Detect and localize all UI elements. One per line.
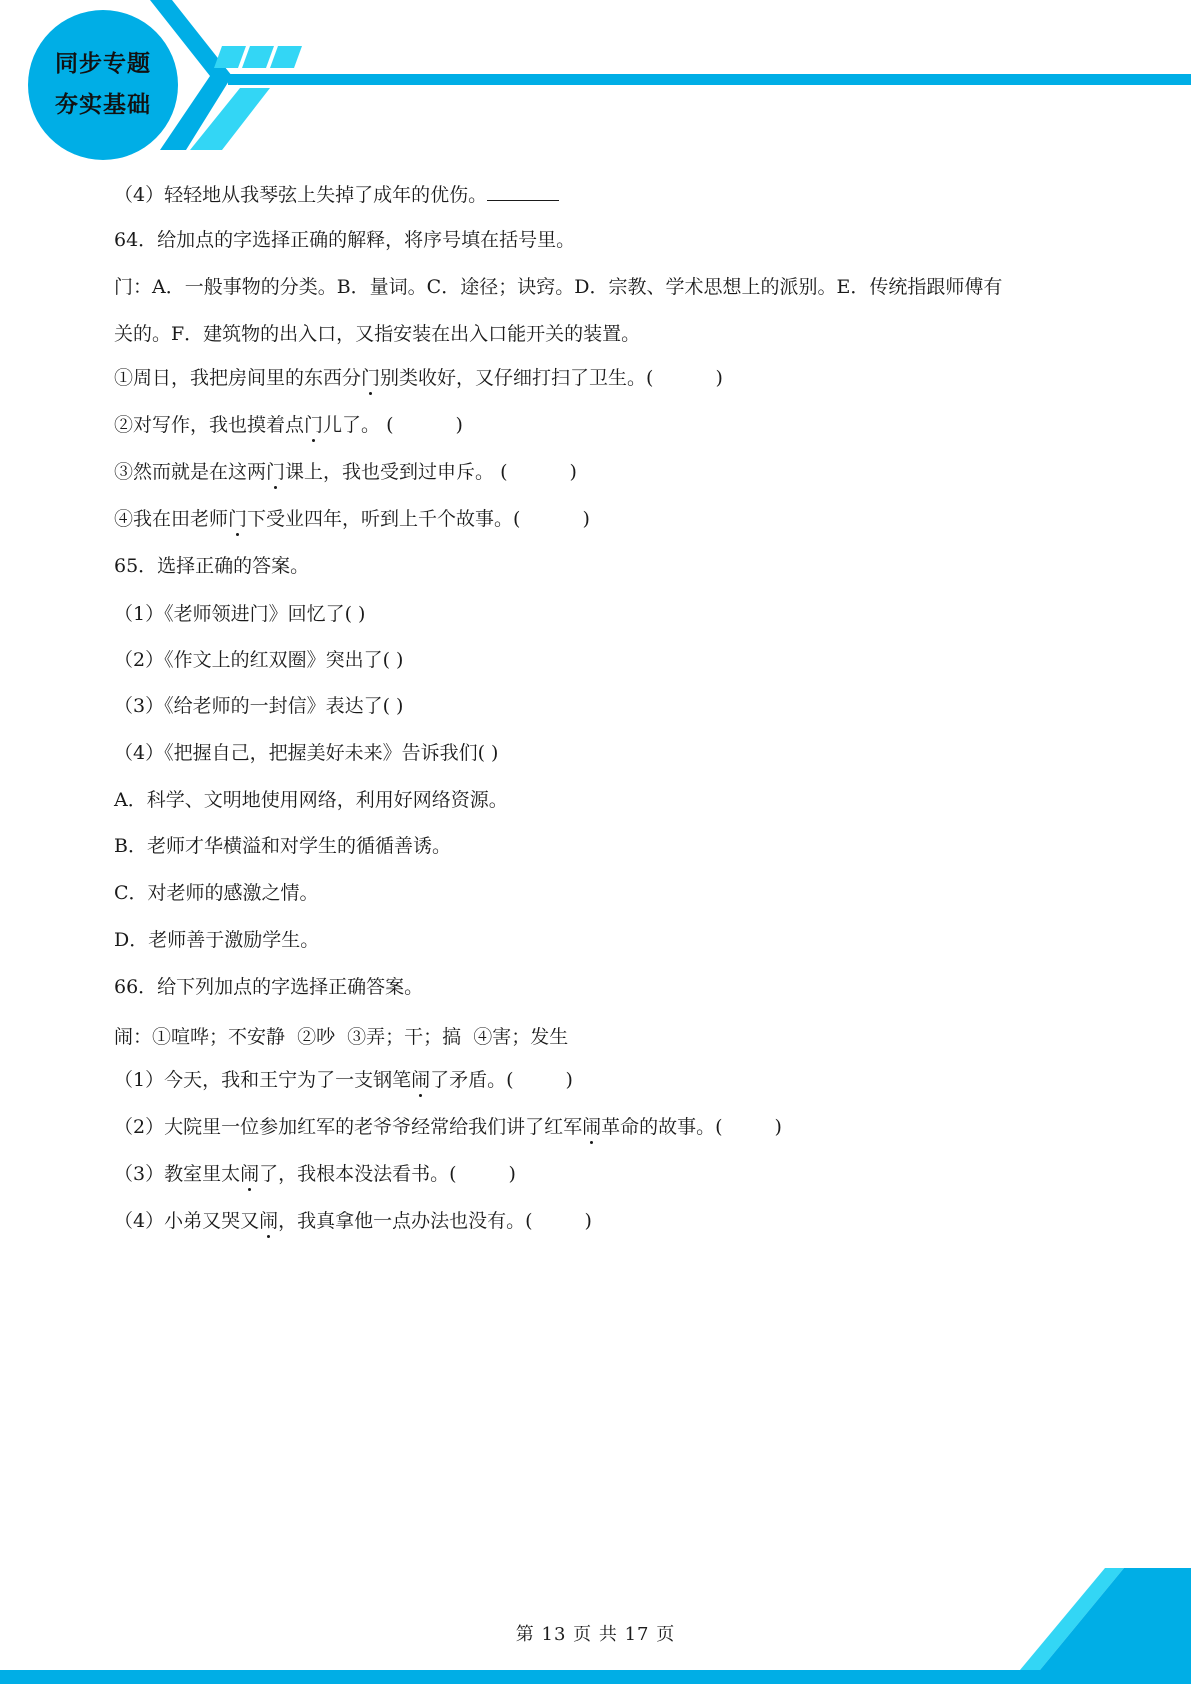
q65-option-c: C．对老师的感激之情。 bbox=[114, 882, 319, 904]
dotted-char: 闹 bbox=[240, 1163, 260, 1185]
q64-item-4: ④我在田老师门下受业四年，听到上千个故事。( ) bbox=[114, 508, 590, 530]
dotted-char: 闹 bbox=[582, 1116, 602, 1138]
answer-blank bbox=[487, 182, 559, 201]
q65-item-2: （2）《作文上的红双圈》突出了( ) bbox=[114, 649, 404, 671]
q65-option-d: D．老师善于激励学生。 bbox=[114, 929, 320, 951]
q65-item-4: （4）《把握自己，把握美好未来》告诉我们( ) bbox=[114, 742, 499, 764]
header-dash-1 bbox=[214, 46, 246, 68]
badge-line2: 夯实基础 bbox=[55, 92, 151, 118]
q66-definitions: 闹：①喧哗；不安静 ②吵 ③弄；干；搞 ④害；发生 bbox=[114, 1026, 569, 1048]
q65-title: 65．选择正确的答案。 bbox=[114, 555, 310, 577]
q66-title: 66．给下列加点的字选择正确答案。 bbox=[114, 976, 424, 998]
q64-item-1: ①周日，我把房间里的东西分门别类收好，又仔细打扫了卫生。( ) bbox=[114, 367, 723, 389]
footer-bar bbox=[0, 1670, 1191, 1684]
dotted-char: 门 bbox=[266, 461, 286, 483]
q64-item-2: ②对写作，我也摸着点门儿了。 ( ) bbox=[114, 414, 463, 436]
q65-option-b: B．老师才华横溢和对学生的循循善诱。 bbox=[114, 835, 451, 857]
dotted-char: 门 bbox=[361, 367, 381, 389]
q63-item-4-text: （4）轻轻地从我琴弦上失掉了成年的优伤。 bbox=[114, 184, 488, 206]
header-bar bbox=[228, 74, 1191, 85]
header-dash-3 bbox=[270, 46, 302, 68]
q64-item-3: ③然而就是在这两门课上，我也受到过申斥。 ( ) bbox=[114, 461, 577, 483]
q65-option-a: A．科学、文明地使用网络，利用好网络资源。 bbox=[114, 789, 508, 811]
q64-definitions-line2: 关的。F．建筑物的出入口，又指安装在出入口能开关的装置。 bbox=[114, 323, 641, 345]
q66-item-4: （4）小弟又哭又闹，我真拿他一点办法也没有。( ) bbox=[114, 1210, 592, 1232]
q65-item-3: （3）《给老师的一封信》表达了( ) bbox=[114, 695, 404, 717]
topic-badge bbox=[28, 10, 178, 160]
dotted-char: 闹 bbox=[411, 1069, 431, 1091]
page-number: 第 13 页 共 17 页 bbox=[515, 1624, 676, 1645]
footer-decoration bbox=[0, 1554, 1191, 1684]
q64-definitions-line1: 门：A．一般事物的分类。B．量词。C．途径；诀窍。D．宗教、学术思想上的派别。E．传统指跟师傅有 bbox=[114, 276, 1003, 298]
q65-item-1: （1）《老师领进门》回忆了( ) bbox=[114, 603, 366, 625]
dotted-char: 门 bbox=[304, 414, 324, 436]
q66-item-2: （2）大院里一位参加红军的老爷爷经常给我们讲了红军闹革命的故事。( ) bbox=[114, 1116, 782, 1138]
q66-item-3: （3）教室里太闹了，我根本没法看书。( ) bbox=[114, 1163, 516, 1185]
q63-item-4 bbox=[114, 182, 559, 207]
q64-title: 64．给加点的字选择正确的解释，将序号填在括号里。 bbox=[114, 229, 576, 251]
header-decoration bbox=[0, 0, 1191, 160]
dotted-char: 闹 bbox=[259, 1210, 279, 1232]
header-dash-2 bbox=[242, 46, 274, 68]
badge-line1: 同步专题 bbox=[55, 51, 151, 77]
q66-item-1: （1）今天，我和王宁为了一支钢笔闹了矛盾。( ) bbox=[114, 1069, 573, 1091]
dotted-char: 门 bbox=[228, 508, 248, 530]
